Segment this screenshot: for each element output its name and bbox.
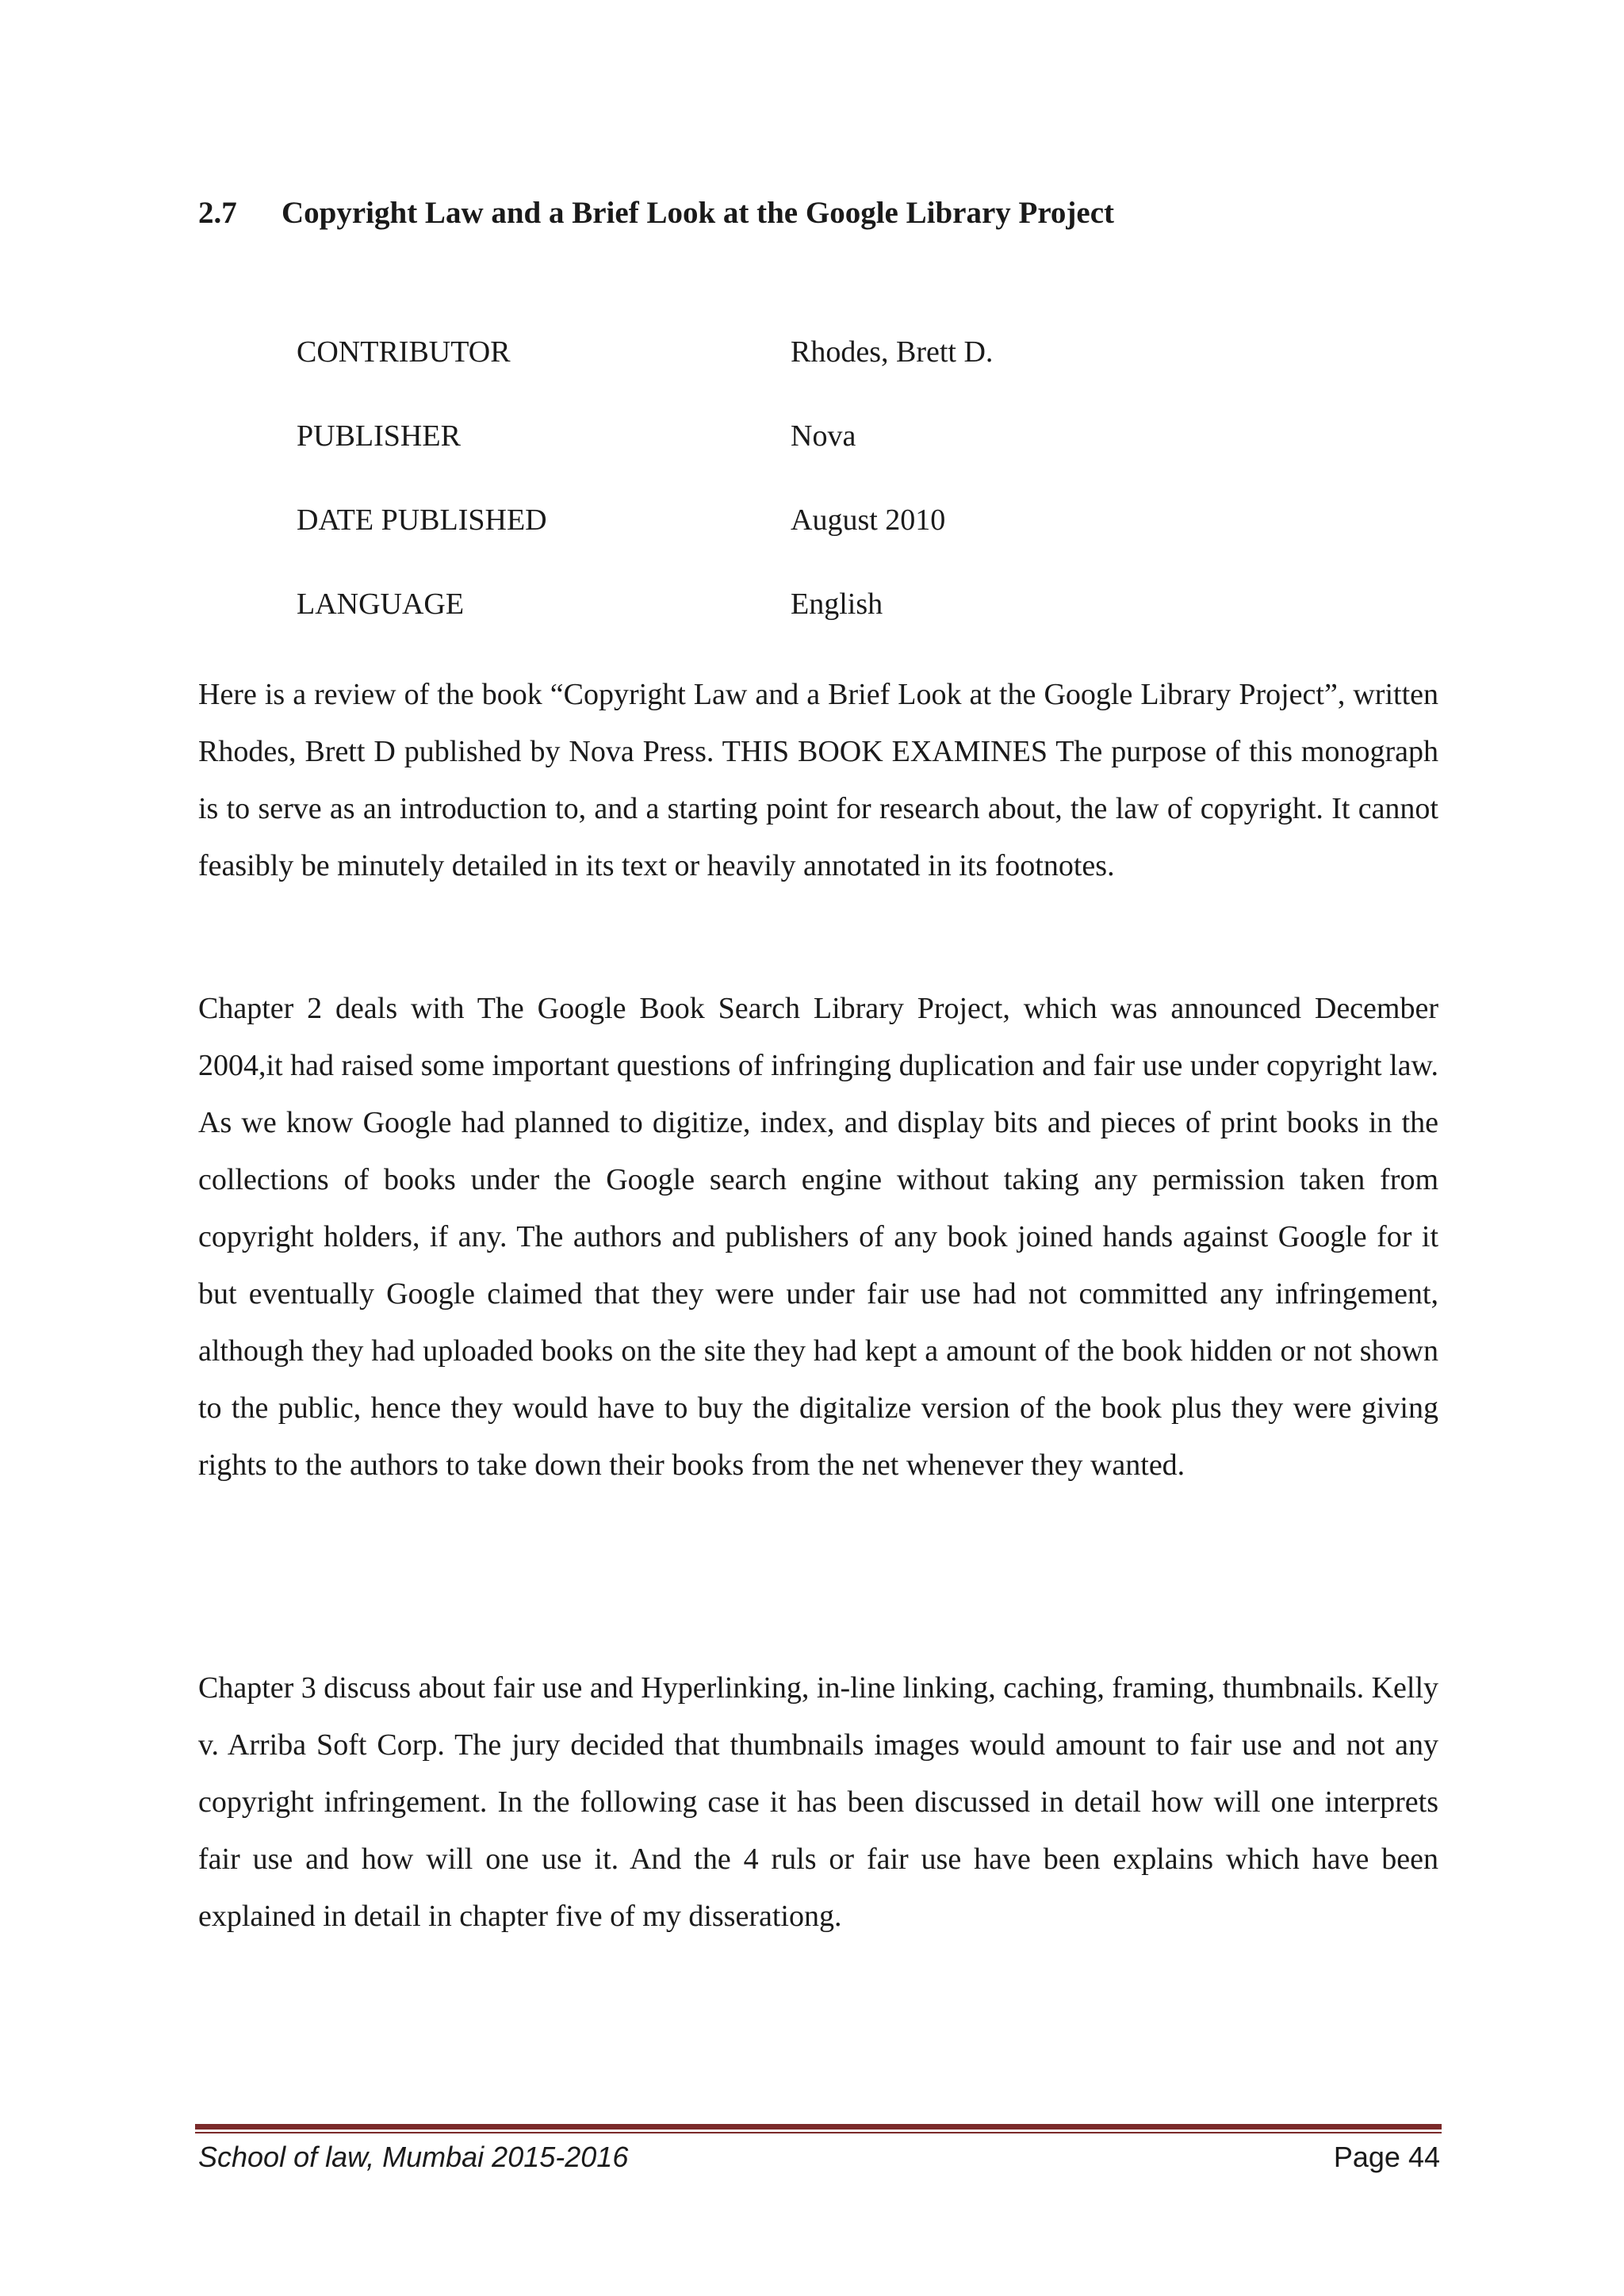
book-detail-row [297, 503, 1169, 587]
section-heading [198, 195, 1114, 231]
page-number: Page 44 [1333, 2141, 1440, 2173]
language-label: LANGUAGE [297, 587, 465, 621]
book-detail-row [297, 335, 1169, 419]
chapter-3-paragraph: Chapter 3 discuss about fair use and Hyperlinking, in-line linking, caching, framing, thumbnails. Kelly v. Arriba Soft Corp. The jury decided that thumbnails images would amount to fair use and not any copyright infringement. In the following case it has been discussed in detail how will one interprets fair use and how will one use it. And the 4 ruls or fair use have been explains which have been explained in detail in chapter five of my disserationg. [198, 1671, 1439, 1933]
chapter-2-paragraph: Chapter 2 deals with The Google Book Search Library Project, which was announced December 2004,it had raised some important questions of infringing duplication and fair use under copyright law. As we know Google had planned to digitize, index, and display bits and pieces of print books in the collections of books under the Google search engine without taking any permission taken from copyright holders, if any. The authors and publishers of any book joined hands against Google for it but eventually Google claimed that they were under fair use had not committed any infringement, although they had uploaded books on the site they had kept a amount of the book hidden or not shown to the public, hence they would have to buy the digitalize version of the book plus they were giving rights to the authors to take down their books from the net whenever they wanted. [198, 992, 1438, 1482]
footer-divider-thin [195, 2132, 1442, 2133]
contributor-value: Rhodes, Brett D. [791, 335, 994, 369]
publisher-value: Nova [791, 419, 856, 453]
contributor-label: CONTRIBUTOR [297, 335, 511, 369]
language-value: English [791, 587, 883, 621]
book-details-table [297, 335, 1169, 671]
section-title: Copyright Law and a Brief Look at the Google Library Project [282, 196, 1115, 230]
section-number: 2.7 [198, 196, 237, 230]
date-published-value: August 2010 [791, 503, 946, 537]
date-published-label: DATE PUBLISHED [297, 503, 547, 537]
footer-divider [195, 2124, 1442, 2133]
review-paragraph: Here is a review of the book “Copyright Law and a Brief Look at the Google Library Project”, written Rhodes, Brett D published by Nova Press. THIS BOOK EXAMINES The purpose of this monograph is to serve as an introduction to, and a starting point for research about, the law of copyright. It cannot feasibly be minutely detailed in its text or heavily annotated in its footnotes. [198, 678, 1438, 882]
book-detail-row [297, 587, 1169, 671]
publisher-label: PUBLISHER [297, 419, 461, 453]
footer-institution: School of law, Mumbai 2015-2016 [198, 2141, 629, 2173]
footer-divider-thick [195, 2124, 1442, 2130]
book-detail-row [297, 419, 1169, 503]
